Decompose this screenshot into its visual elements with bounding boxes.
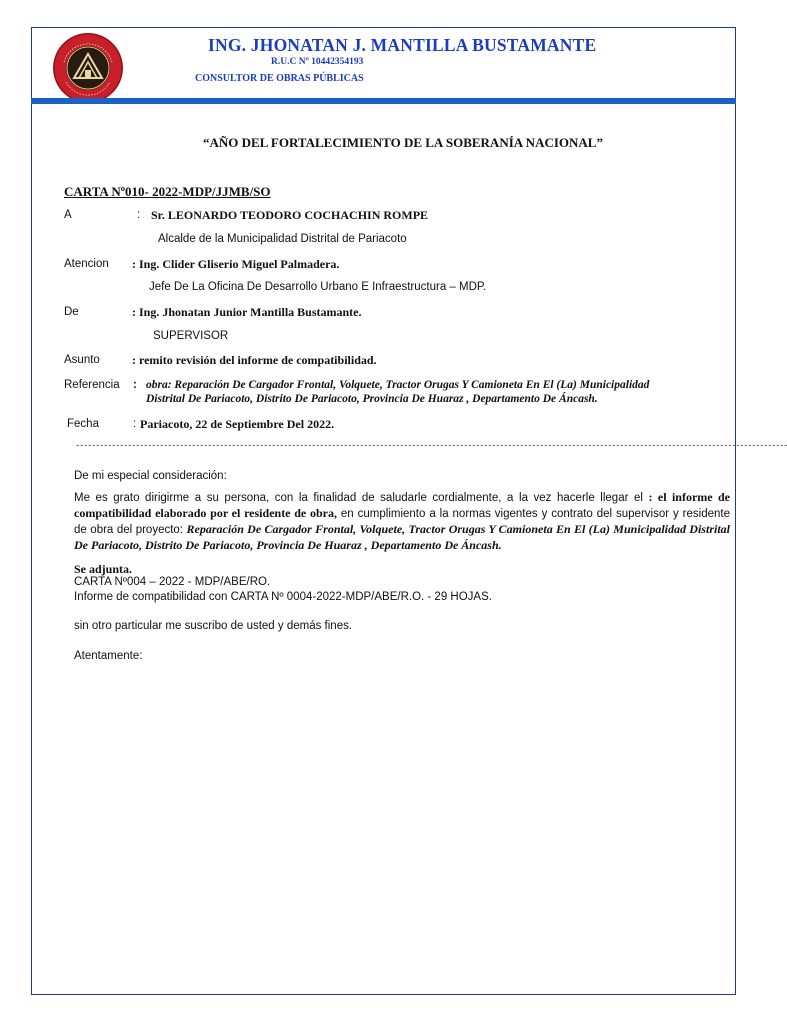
field-a-label: A [64, 209, 72, 221]
field-asunto-value: : remito revisión del informe de compatibilidad. [132, 353, 377, 367]
main-paragraph-project: Reparación De Cargador Frontal, Volquete, Tractor Orugas Y Camioneta En El (La) Municipalidad Distrital De Pariacoto, Distrito De Pariacoto, Provincia De Huaraz , Departamento De Áncash. [74, 522, 730, 552]
field-de-label: De [64, 306, 79, 318]
field-atencion-label: Atencion [64, 258, 109, 270]
dashed-separator: ---------------------------------------------------------------------------------------------------------------------------------------------------------------------------------- [75, 441, 787, 451]
field-referencia-separator: : [133, 379, 137, 391]
engineer-role: CONSULTOR DE OBRAS PÚBLICAS [195, 73, 364, 84]
field-de-value: : Ing. Jhonatan Junior Mantilla Bustamante. [132, 305, 362, 319]
sign-off: Atentamente: [74, 650, 143, 662]
field-referencia-line2: Distrital De Pariacoto, Distrito De Pariacoto, Provincia De Huaraz , Departamento De Áncash. [146, 393, 598, 405]
field-referencia-label: Referencia [64, 379, 120, 391]
carta-number: CARTA Nº010- 2022-MDP/JJMB/SO [64, 184, 271, 199]
engineer-name: ING. JHONATAN J. MANTILLA BUSTAMANTE [208, 35, 597, 55]
field-fecha-separator: : [133, 418, 137, 430]
field-a-value: Sr. LEONARDO TEODORO COCHACHIN ROMPE [151, 208, 429, 222]
main-paragraph-intro: Me es grato dirigirme a su persona, con la finalidad de saludarle cordialmente, a la vez hacerle llegar el [74, 492, 649, 504]
field-a-separator: : [137, 209, 141, 221]
field-asunto-label: Asunto [64, 354, 100, 366]
field-referencia-line1: obra: Reparación De Cargador Frontal, Volquete, Tractor Orugas Y Camioneta En El (La) Municipalidad [146, 379, 650, 391]
closing-line: sin otro particular me suscribo de usted y demás fines. [74, 620, 353, 632]
main-paragraph-context: en cumplimiento a la normas vigentes y contrato del supervisor y residente de obra del proyecto: [74, 508, 730, 536]
greeting: De mi especial consideración: [74, 470, 227, 482]
field-de-subtitle: SUPERVISOR [153, 330, 229, 342]
field-a-subtitle: Alcalde de la Municipalidad Distrital de Pariacoto [158, 233, 407, 245]
field-atencion-value: : Ing. Clider Gliserio Miguel Palmadera. [132, 257, 340, 271]
ruc-number: R.U.C Nº 10442354193 [271, 57, 364, 67]
attachment-item-2: Informe de compatibilidad con CARTA Nº 0004-2022-MDP/ABE/R.O. - 29 HOJAS. [74, 591, 492, 603]
main-paragraph-highlight: : el informe de compatibilidad elaborado por el residente de obra, [74, 490, 730, 520]
main-paragraph [74, 490, 730, 554]
year-motto: “AÑO DEL FORTALECIMIENTO DE LA SOBERANÍA NACIONAL” [203, 135, 603, 150]
attachments-title: Se adjunta. [74, 562, 133, 576]
header-rule [31, 98, 736, 104]
cip-seal-logo [52, 32, 124, 104]
field-fecha-label: Fecha [67, 418, 99, 430]
field-atencion-subtitle: Jefe De La Oficina De Desarrollo Urbano E Infraestructura – MDP. [149, 281, 487, 293]
field-fecha-value: Pariacoto, 22 de Septiembre Del 2022. [140, 417, 335, 431]
attachment-item-1: CARTA Nº004 – 2022 - MDP/ABE/RO. [74, 576, 271, 588]
